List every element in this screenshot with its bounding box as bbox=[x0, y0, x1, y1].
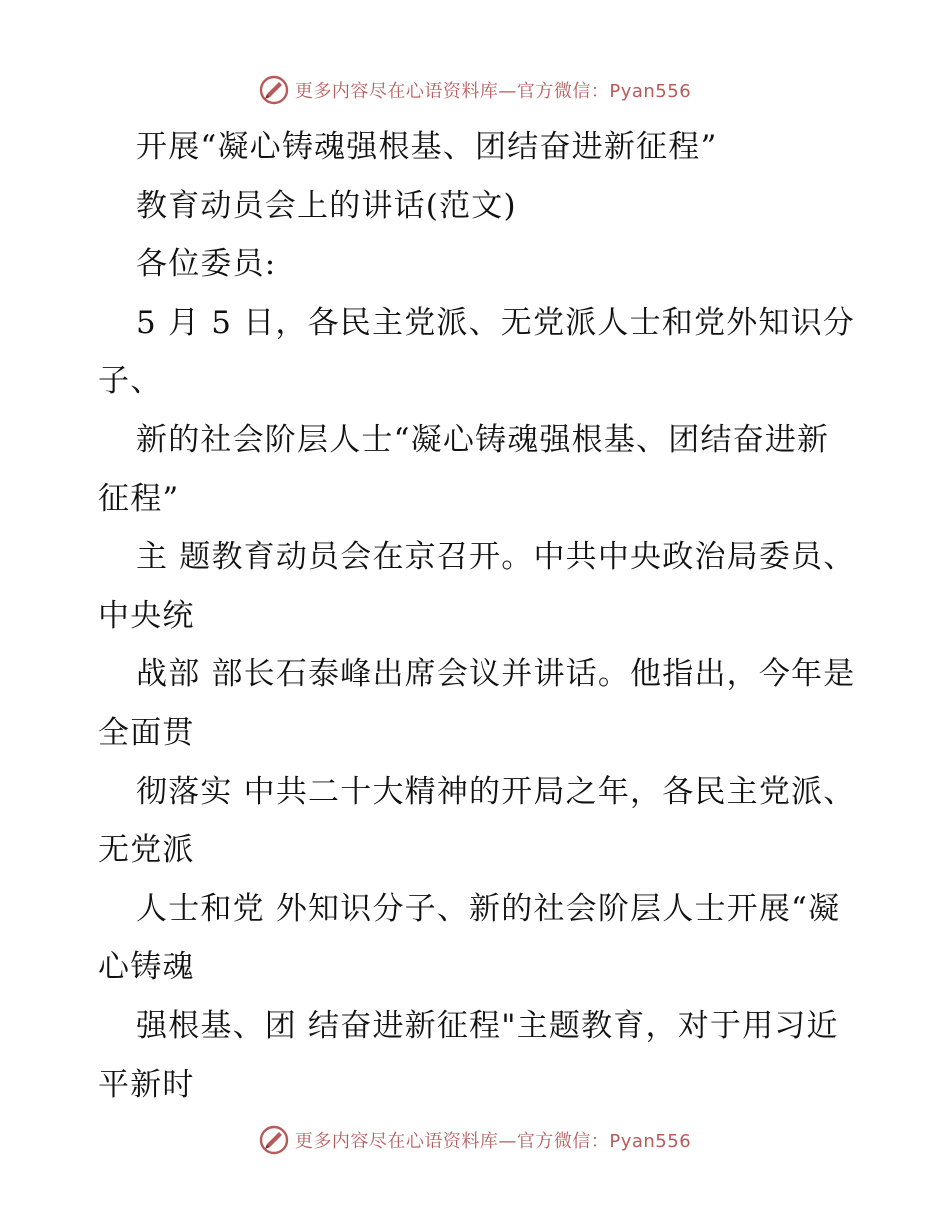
paragraph-6: 主 题教育动员会在京召开。中共中央政治局委员、中央统 bbox=[98, 539, 856, 634]
paragraph-7: 战部 部长石泰峰出席会议并讲话。他指出，今年是全面贯 bbox=[98, 656, 856, 751]
paragraph-8: 彻落实 中共二十大精神的开局之年，各民主党派、无党派 bbox=[98, 773, 856, 869]
paragraph-4: 5 月 5 日，各民主党派、无党派人士和党外知识分子、 bbox=[98, 304, 856, 400]
brand-logo-icon bbox=[259, 75, 289, 105]
paragraph-5: 新的社会阶层人士“凝心铸魂强根基、团结奋进新征程” bbox=[98, 421, 830, 517]
header-watermark bbox=[0, 70, 950, 110]
paragraph-1: 开展“凝心铸魂强根基、团结奋进新征程” bbox=[136, 129, 718, 165]
watermark-text: 更多内容尽在心语资料库—官方微信：Pyan556 bbox=[294, 81, 692, 102]
paragraph-2: 教育动员会上的讲话(范文) bbox=[136, 187, 517, 224]
footer-watermark bbox=[0, 1120, 950, 1160]
paragraph-10: 强根基、团 结奋进新征程"主题教育，对于用习近平新时 bbox=[98, 1007, 839, 1103]
document-body bbox=[98, 118, 858, 1114]
paragraph-3: 各位委员: bbox=[136, 246, 277, 283]
brand-logo-icon bbox=[259, 1125, 289, 1155]
paragraph-9: 人士和党 外知识分子、新的社会阶层人士开展“凝心铸魂 bbox=[98, 890, 841, 986]
watermark-text: 更多内容尽在心语资料库—官方微信：Pyan556 bbox=[294, 1131, 692, 1152]
